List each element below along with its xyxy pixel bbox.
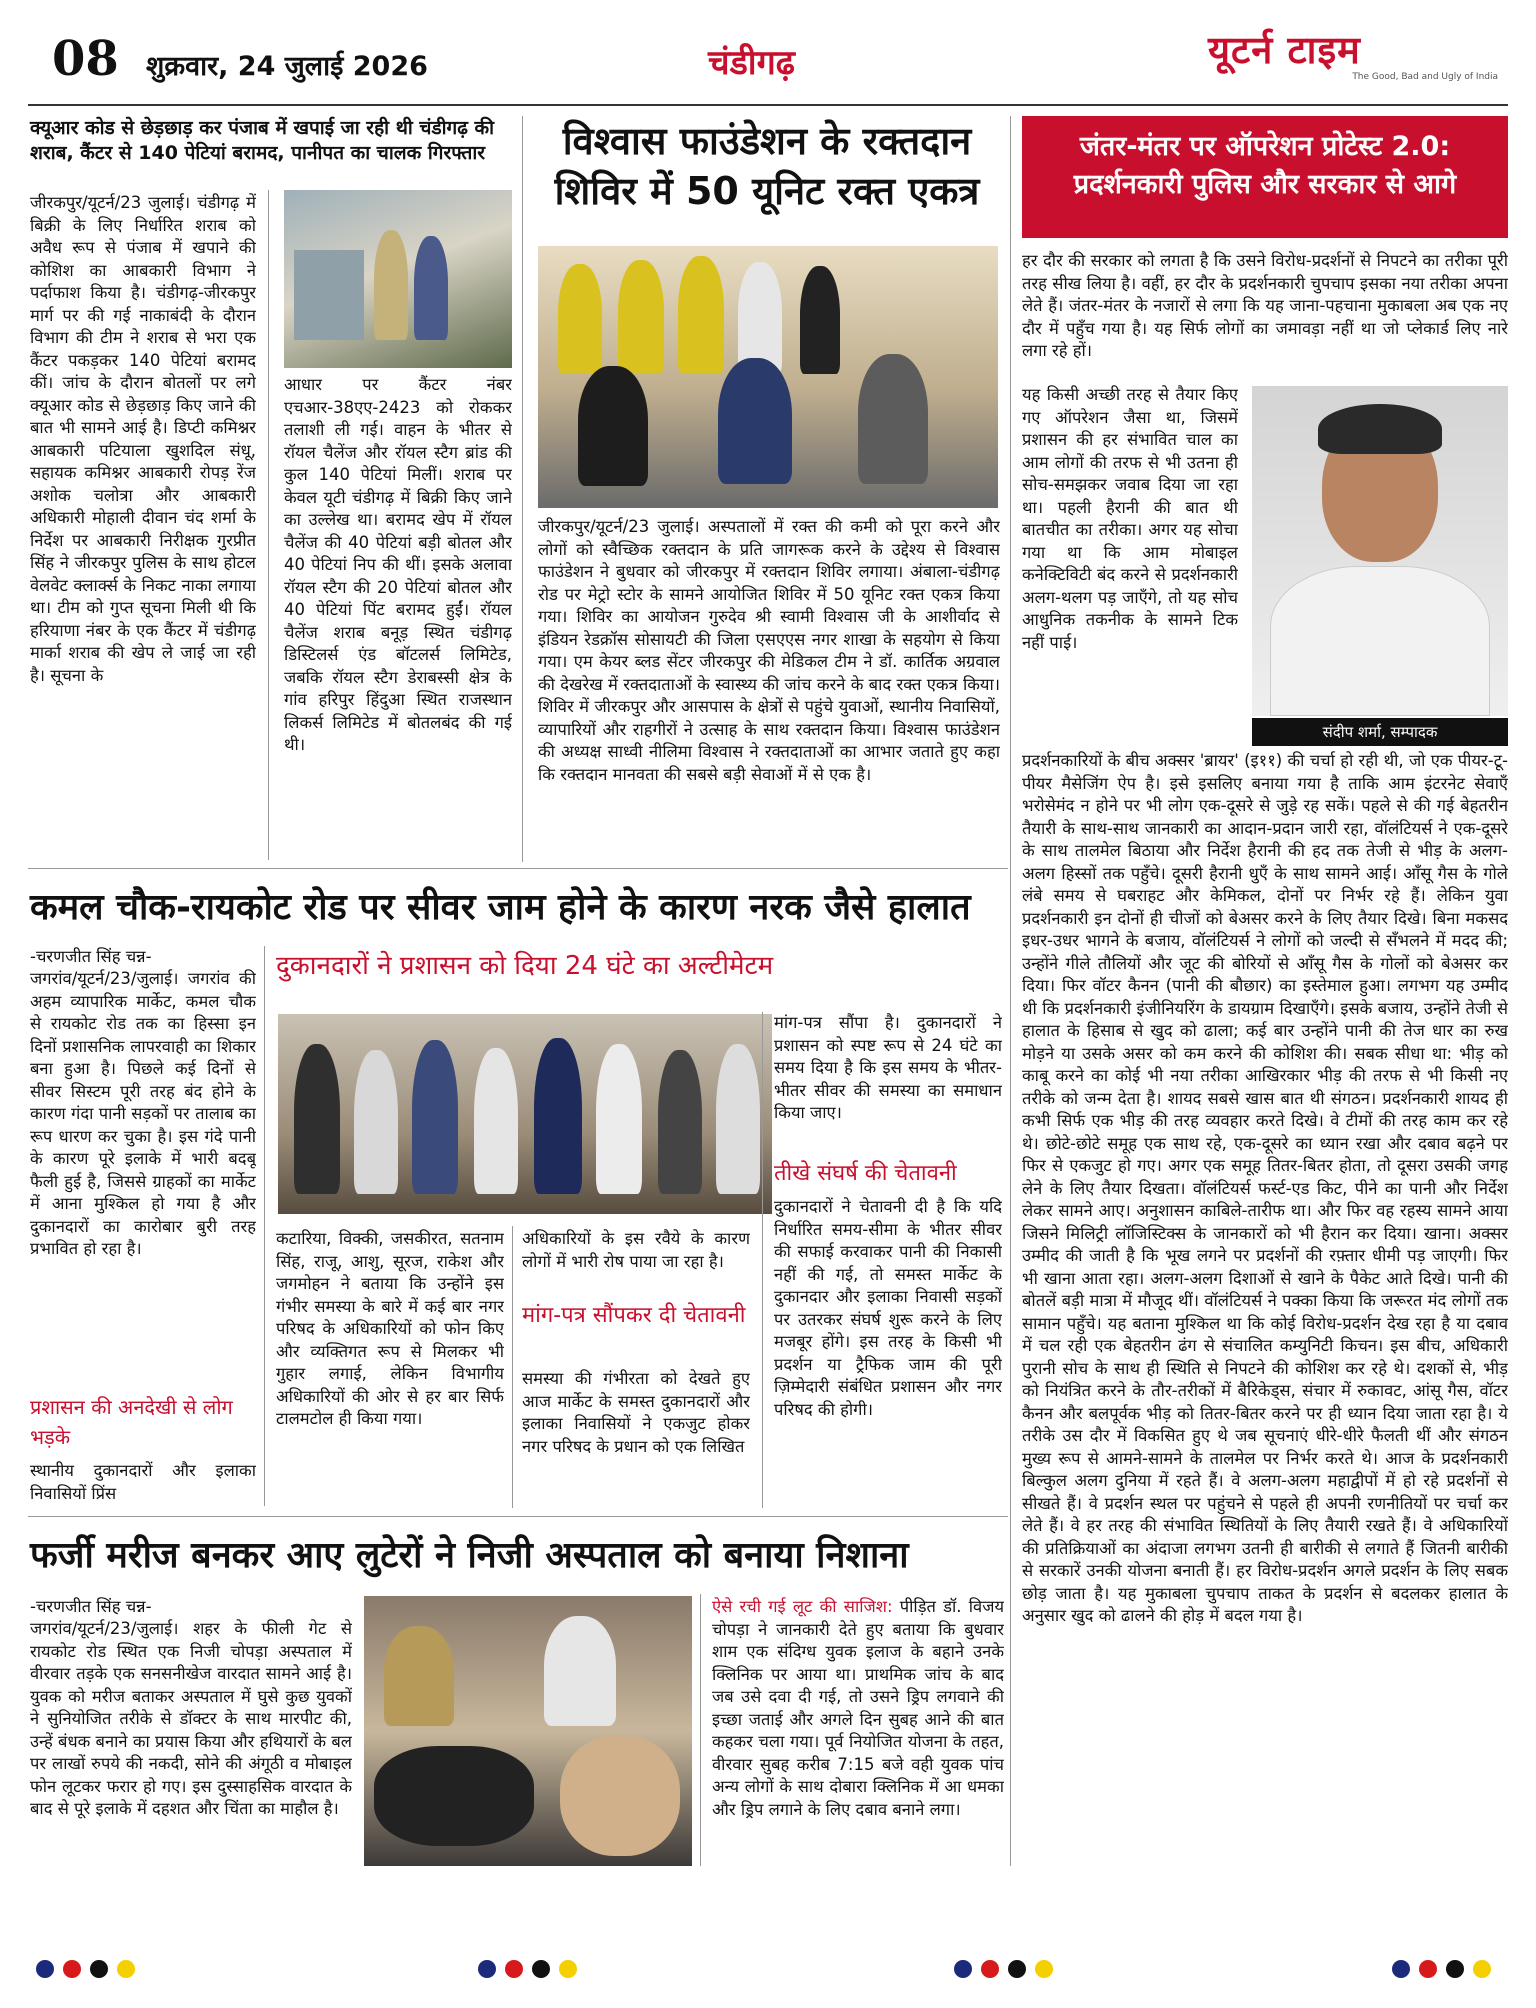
color-dot: [36, 1960, 54, 1978]
column-divider: [762, 1012, 763, 1508]
story-sewer-col4-top: मांग-पत्र सौंपा है। दुकानदारों ने प्रशासन को स्पष्ट रूप से 24 घंटे का समय दिया है कि इस समय के भीतर-भीतर सीवर की समस्या का समाधान किया जाए।: [774, 1013, 1002, 1122]
story-sewer-headline: कमल चौक-रायकोट रोड पर सीवर जाम होने के कारण नरक जैसे हालात: [30, 887, 971, 928]
editorial-headline-line1: जंतर-मंतर पर ऑपरेशन प्रोटेस्ट 2.0:: [1079, 131, 1451, 162]
editorial-headline-box: [1022, 116, 1508, 238]
story-sewer-col4: दुकानदारों ने चेतावनी दी है कि यदि निर्धारित समय-सीमा के भीतर सीवर की सफाई करवाकर पानी की निकासी नहीं की गई, तो समस्त मार्केट के दुकानदार और इलाका निवासी सड़कों पर उतरकर संघर्ष शुरू करने के लिए मजबूर होंगे। इस तरह के किसी भी प्रदर्शन या ट्रैफिक जाम की पूरी ज़िम्मेदारी संबंधित प्रशासन और नगर परिषद की होगी।: [774, 1197, 1002, 1419]
editor-portrait: [1252, 386, 1508, 716]
story-sewer-col1-tail: स्थानीय दुकानदारों और इलाका निवासियों प्रिंस: [30, 1461, 256, 1503]
footer-color-bar-left: [36, 1960, 139, 1982]
editorial-body: प्रदर्शनकारियों के बीच अक्सर 'ब्रायर' (इ११) की चर्चा हो रही थी, जो एक पीयर-टू-पीयर मैसेजिंग ऐप है। इसे इसलिए बनाया गया है ताकि आम इंटरनेट सेवाएँ भरोसेमंद न होने पर भी लोग एक-दूसरे से जुड़े रह सकें। पहले से की गई बेहतरीन तैयारी के साथ-साथ जानकारी का आदान-प्रदान जारी रहा, वॉलंटियर्स ने एक-दूसरे के साथ तालमेल बिठाया और निर्देश हैरानी की हद तक तेजी से भीड़ के अलग-अलग हिस्सों तक पहुँचे। दूसरी हैरानी धुएँ के साथ सामने आई। आँसू गैस के गोले लंबे समय से घबराहट और केमिकल, दोनों पर निर्भर रहे हैं। लेकिन युवा प्रदर्शनकारी इन दोनों ही चीजों को बेअसर करने के लिए तैयार दिखे। बिना मकसद इधर-उधर भागने के बजाय, वॉलंटियर्स ने लोगों को जल्दी से सँभलने में मदद की; उन्होंने गीले तौलियों और जूट की बोरियों से आँसू गैस के गोलों को बेअसर कर दिया। फिर वॉटर कैनन (पानी की बौछार) का इस्तेमाल हुआ। लगभग यह उम्मीद थी कि प्रदर्शनकारी इंजीनियरिंग के डायग्राम दिखाएँगे। इसके बजाय, उन्होंने तेजी से हालात के हिसाब से खुद को ढाला; कई बार उन्होंने पानी की तेज धार का रुख मोड़ने या उसके असर को कम करने की कोशिश की। सबक सीधा था: भीड़ को काबू करने का कोई भी नया तरीका आखिरकार भीड़ की तरफ से भी किसी नए तरीके को जन्म देता है। शायद सबसे खास बात थी संगठन। प्रदर्शनकारी शायद ही कभी सिर्फ एक भीड़ की तरह व्यवहार करते दिखे। वे टीमों की तरह काम कर रहे थे। छोटे-छोटे समूह एक साथ रहे, एक-दूसरे का ध्यान रखा और दबाव बढ़ने पर फिर से एकजुट हो गए। अगर एक समूह तितर-बितर होता, तो दूसरा उसकी जगह लेने के लिए तैयार दिखता। वॉलंटियर्स फर्स्ट-एड किट, पीने का पानी और निर्देश लेकर सामने आए। अनुशासन काबिले-तारीफ था। और फिर वह रहस्य सामने आया जिसने मिलिट्री लॉजिस्टिक्स के जानकारों को भी हैरान कर दिया। खाना। अक्सर उम्मीद की जाती है कि भूख लगने पर प्रदर्शनों की रफ़्तार धीमी पड़ जाएगी। फिर भी खाना आता रहा। अलग-अलग दिशाओं से खाने के पैकेट आते दिखे। पानी की बोतलें बड़ी मात्रा में मौजूद थीं। वॉलंटियर्स ने पक्का किया कि जरूरत मंद लोगों तक सामान पहुँचे। यह बताना मुश्किल था कि कोई विरोध-प्रदर्शन देख रहा है या दबाव में चल रही एक बेहतरीन ढंग से संचालित कम्युनिटी किचन। इस बीच, अधिकारी पुरानी सोच के साथ ही स्थिति से निपटने की कोशिश कर रहे थे। दशकों से, भीड़ को नियंत्रित करने के तौर-तरीकों में बैरिकेड्स, संचार में रुकावट, आंसू गैस, वॉटर कैनन और बलपूर्वक भीड़ को तितर-बितर करने पर ही ध्यान दिया जाता रहा है। ये तरीके उस दौर में विकसित हुए थे जब सूचनाएं धीरे-धीरे फैलती थीं और संगठन मुख्य रूप से आमने-सामने के तालमेल पर निर्भर करते थे। आज के प्रदर्शनकारी बिल्कुल अलग दुनिया में रहते हैं। वे अलग-अलग महाद्वीपों में हो रहे प्रदर्शनों से सीखते हैं। वे प्रदर्शन स्थल पर पहुंचने से पहले ही अपनी रणनीतियों पर चर्चा कर लेते हैं। वे हर तरह की संभावित स्थितियों के लिए तैयारी रखते हैं। वे अधिकारियों की प्रतिक्रियाओं का अंदाजा लगभग उतनी ही बारीकी से लगाते हैं जितनी बारीकी से सरकारें उनकी योजना बनाती हैं। हर विरोध-प्रदर्शन अगले प्रदर्शन के लिए सबक छोड़ जाता है। यह मुकाबला चुपचाप ताकत के प्रदर्शन से बदलकर हालात के अनुसार खुद को ढालने की होड़ में बदल गया है।: [1022, 751, 1508, 1625]
story-sewer-byline: -चरणजीत सिंह चन्न-: [30, 947, 152, 966]
story-robbery-photo: [364, 1596, 692, 1866]
column-divider: [268, 190, 269, 860]
column-divider: [1010, 116, 1011, 1866]
story-liquor-headline: क्यूआर कोड से छेड़छाड़ कर पंजाब में खपाई जा रही थी चंडीगढ़ की शराब, कैंटर से 140 पेटियां बरामद, पानीपत का चालक गिरफ्तार: [30, 117, 495, 164]
story-blood-headline-line2: शिविर में 50 यूनिट रक्त एकत्र: [554, 169, 980, 213]
color-dot: [1392, 1960, 1410, 1978]
edition-name: चंडीगढ़: [708, 43, 795, 83]
footer-color-bar-center: [478, 1960, 581, 1982]
color-dot: [117, 1960, 135, 1978]
story-sewer-subhead-warning: तीखे संघर्ष की चेतावनी: [774, 1161, 957, 1186]
column-divider: [700, 1594, 701, 1866]
color-dot: [63, 1960, 81, 1978]
masthead: [28, 20, 1508, 92]
color-dot: [981, 1960, 999, 1978]
story-sewer-photo: [278, 1014, 772, 1214]
color-dot: [90, 1960, 108, 1978]
masthead-rule: [28, 104, 1508, 106]
story-blood-headline: [532, 116, 1002, 216]
column-divider: [512, 1226, 513, 1508]
story-blood-headline-line1: विश्वास फाउंडेशन के रक्तदान: [562, 119, 972, 163]
story-robbery-col3: [712, 1596, 1004, 1866]
color-dot: [559, 1960, 577, 1978]
editorial-side-text: यह किसी अच्छी तरह से तैयार किए गए ऑपरेशन जैसा था, जिसमें प्रशासन की हर संभावित चाल का आम लोगों की तरफ से भी उतना ही सोच-समझकर जवाब दिया जा रहा था। पहली हैरानी की बात थी बातचीत का तरीका। अगर यह सोचा गया था कि आम मोबाइल कनेक्टिविटी बंद करने से प्रदर्शनकारी अलग-थलग पड़ जाएँगे, तो यह सोच आधुनिक तकनीक के सामने टिक नहीं पाई।: [1022, 385, 1238, 652]
footer-color-bar-mid: [954, 1960, 1057, 1982]
story-blood-body: जीरकपुर/यूटर्न/23 जुलाई। अस्पतालों में रक्त की कमी को पूरा करने और लोगों को स्वैच्छिक रक्तदान के प्रति जागरूक करने के उद्देश्य से विश्वास फाउंडेशन ने बुधवार को जीरकपुर में रक्तदान शिविर लगाया। अंबाला-चंडीगढ़ रोड पर मेट्रो स्टोर के सामने आयोजित शिविर में 50 यूनिट रक्त एकत्र किया गया। शिविर का आयोजन गुरुदेव श्री स्वामी विश्वास जी के आशीर्वाद से इंडियन रेडक्रॉस सोसायटी की जिला एसएएस नगर शाखा के सहयोग से किया गया। एम केयर ब्लड सेंटर जीरकपुर की मेडिकल टीम ने डॉ. कार्तिक अग्रवाल की देखरेख में रक्तदाताओं के स्वास्थ्य की जांच करने के बाद रक्त एकत्र किया। शिविर में जीरकपुर और आसपास के क्षेत्रों से पहुंचे युवाओं, स्थानीय निवासियों, व्यापारियों और राहगीरों ने उत्साह के साथ रक्तदान किया। विश्वास फाउंडेशन की अध्यक्ष साध्वी नीलिमा विश्वास ने रक्तदाताओं का आभार जताते हुए कहा कि रक्तदान मानवता की सबसे बड़ी सेवाओं में से एक है।: [538, 517, 1000, 784]
color-dot: [1419, 1960, 1437, 1978]
issue-date: शुक्रवार, 24 जुलाई 2026: [146, 51, 428, 82]
logo-text: यूटर्न टाइम: [1208, 28, 1361, 72]
story-sewer-col3: समस्या की गंभीरता को देखते हुए आज मार्केट के समस्त दुकानदारों और इलाका निवासियों ने एकजुट होकर नगर परिषद के प्रधान को एक लिखित: [522, 1369, 750, 1456]
editor-photo-caption: संदीप शर्मा, सम्पादक: [1252, 718, 1508, 746]
color-dot: [1473, 1960, 1491, 1978]
footer-color-bar-right: [1392, 1960, 1495, 1982]
color-dot: [532, 1960, 550, 1978]
story-liquor-col1: जीरकपुर/यूटर्न/23 जुलाई। चंडीगढ़ में बिक्री के लिए निर्धारित शराब को अवैध रूप से पंजाब में खपाने की कोशिश का आबकारी विभाग ने पर्दाफाश किया है। चंडीगढ़-जीरकपुर मार्ग पर की गई नाकाबंदी के दौरान विभाग की टीम ने शराब से भरा एक कैंटर पकड़कर 140 पेटियां बरामद कीं। जांच के दौरान बोतलों पर लगे क्यूआर कोड से छेड़छाड़ किए जाने की बात भी सामने आई है। डिप्टी कमिश्नर आबकारी पटियाला खुशदिल संधू, सहायक कमिश्नर आबकारी रोपड़ रेंज अशोक चलोत्रा और आबकारी अधिकारी मोहाली दीवान चंद शर्मा के निर्देश पर आबकारी निरीक्षक गुरप्रीत सिंह ने जीरकपुर पुलिस के साथ होटल वेलवेट क्लार्क्स के निकट नाका लगाया था। टीम को गुप्त सूचना मिली थी कि हरियाणा नंबर के एक कैंटर में चंडीगढ़ मार्का शराब की खेप ले जाई जा रही है। सूचना के: [30, 193, 256, 685]
color-dot: [1446, 1960, 1464, 1978]
story-robbery-red-lead: ऐसे रची गई लूट की साजिश:: [712, 1597, 893, 1616]
story-liquor-col2: आधार पर कैंटर नंबर एचआर-38एए-2423 को रोककर तलाशी ली गई। वाहन के भीतर से रॉयल चैलेंज और रॉयल स्टैग ब्रांड की कुल 140 पेटियां मिलीं। शराब पर केवल यूटी चंडीगढ़ में बिक्री किए जाने का उल्लेख था। बरामद खेप में रॉयल चैलेंज की 40 पेटियां बड़ी बोतल और 40 पेटियां निप की थीं। इसके अलावा रॉयल स्टैग की 20 पेटियां बोतल और 40 पेटियां पिंट बरामद हुईं। रॉयल चैलेंज शराब बनूड़ स्थित चंडीगढ़ डिस्टिलर्स एंड बॉटलर्स लिमिटेड, जबकि रॉयल स्टैग डेराबस्सी क्षेत्र के गांव हरिपुर हिंदुआ स्थित राजस्थान लिकर्स लिमिटेड में बोतलबंद की गई थी।: [284, 375, 512, 754]
story-sewer-subhead-neglect: प्रशासन की अनदेखी से लोग भड़के: [30, 1395, 233, 1449]
color-dot: [478, 1960, 496, 1978]
logo-tagline: The Good, Bad and Ugly of India: [1352, 72, 1498, 82]
story-sewer-col1: जगरांव/यूटर्न/23/जुलाई। जगरांव की अहम व्यापारिक मार्केट, कमल चौक से रायकोट रोड तक का हिस्सा इन दिनों प्रशासनिक लापरवाही का शिकार बना हुआ है। पिछले कई दिनों से सीवर सिस्टम पूरी तरह बंद होने के कारण गंदा पानी सड़कों पर तालाब का रूप धारण कर चुका है। इस गंदे पानी के कारण पूरे इलाके में भारी बदबू फैली हुई है, जिससे ग्राहकों का मार्केट में आना मुश्किल हो गया है और दुकानदारों का कारोबार बुरी तरह प्रभावित हो रहा है।: [30, 969, 256, 1258]
section-rule: [28, 1516, 1008, 1517]
story-robbery-col3-text: पीड़ित डॉ. विजय चोपड़ा ने जानकारी देते हुए बताया कि बुधवार शाम एक संदिग्ध युवक इलाज के बहाने उनके क्लिनिक पर आया था। प्राथमिक जांच के बाद जब उसे दवा दी गई, तो उसने ड्रिप लगवाने की इच्छा जताई और अगले दिन सुबह आने की बात कहकर चला गया। पूर्व नियोजित योजना के तहत, वीरवार सुबह करीब 7:15 बजे वही युवक पांच अन्य लोगों के साथ दोबारा क्लिनिक में आ धमका और ड्रिप लगाने के लिए दबाव बनाने लगा।: [712, 1597, 1004, 1819]
section-rule: [28, 868, 1008, 869]
story-liquor-photo: [284, 190, 512, 368]
editorial-headline-line2: प्रदर्शनकारी पुलिस और सरकार से आगे: [1073, 169, 1457, 200]
story-sewer-col3-top: अधिकारियों के इस रवैये के कारण लोगों में भारी रोष पाया जा रहा है।: [522, 1229, 750, 1271]
story-sewer-subhead-memorandum: मांग-पत्र सौंपकर दी चेतावनी: [522, 1303, 746, 1328]
page-number: 08: [52, 31, 119, 87]
story-robbery-col1: जगरांव/यूटर्न/23/जुलाई। शहर के फीली गेट से रायकोट रोड स्थित एक निजी चोपड़ा अस्पताल में वीरवार तड़के एक सनसनीखेज वारदात सामने आई है। युवक को मरीज बताकर अस्पताल में घुसे कुछ युवकों ने सुनियोजित तरीके से डॉक्टर के साथ मारपीट की, उन्हें बंधक बनाने का प्रयास किया और हथियारों के बल पर लाखों रुपये की नकदी, सोने की अंगूठी व मोबाइल फोन लूटकर फरार हो गए। इस दुस्साहसिक वारदात के बाद से पूरे इलाके में दहशत और चिंता का माहौल है।: [30, 1619, 352, 1818]
color-dot: [1035, 1960, 1053, 1978]
color-dot: [1008, 1960, 1026, 1978]
story-sewer-subhead-ultimatum: दुकानदारों ने प्रशासन को दिया 24 घंटे का अल्टीमेटम: [276, 951, 774, 981]
color-dot: [954, 1960, 972, 1978]
editorial-intro: हर दौर की सरकार को लगता है कि उसने विरोध-प्रदर्शनों से निपटने का तरीका पूरी तरह सीख लिया है। वहीं, हर दौर के प्रदर्शनकारी चुपचाप इसका नया तरीका अपना लेते हैं। जंतर-मंतर के नजारों से लगा कि यह जाना-पहचाना मुकाबला अब एक नए दौर में पहुँच गया है। यह सिर्फ लोगों का जमावड़ा नहीं था जो प्लेकार्ड लिए नारे लगा रहे हों।: [1022, 251, 1508, 360]
column-divider: [522, 116, 523, 862]
logo: [1208, 28, 1508, 92]
color-dot: [505, 1960, 523, 1978]
story-sewer-col2: कटारिया, विक्की, जसकीरत, सतनाम सिंह, राजू, आशु, सूरज, राकेश और जगमोहन ने बताया कि उन्होंने इस गंभीर समस्या के बारे में कई बार नगर परिषद के अधिकारियों को फोन किए और व्यक्तिगत रूप से मिलकर भी गुहार लगाई, लेकिन विभागीय अधिकारियों की ओर से हर बार सिर्फ टालमटोल ही किया गया।: [276, 1229, 504, 1428]
story-robbery-headline: फर्जी मरीज बनकर आए लुटेरों ने निजी अस्पताल को बनाया निशाना: [30, 1535, 909, 1576]
story-blood-photo: [538, 246, 998, 508]
column-divider: [264, 946, 265, 1506]
story-robbery-byline: -चरणजीत सिंह चन्न-: [30, 1597, 152, 1616]
